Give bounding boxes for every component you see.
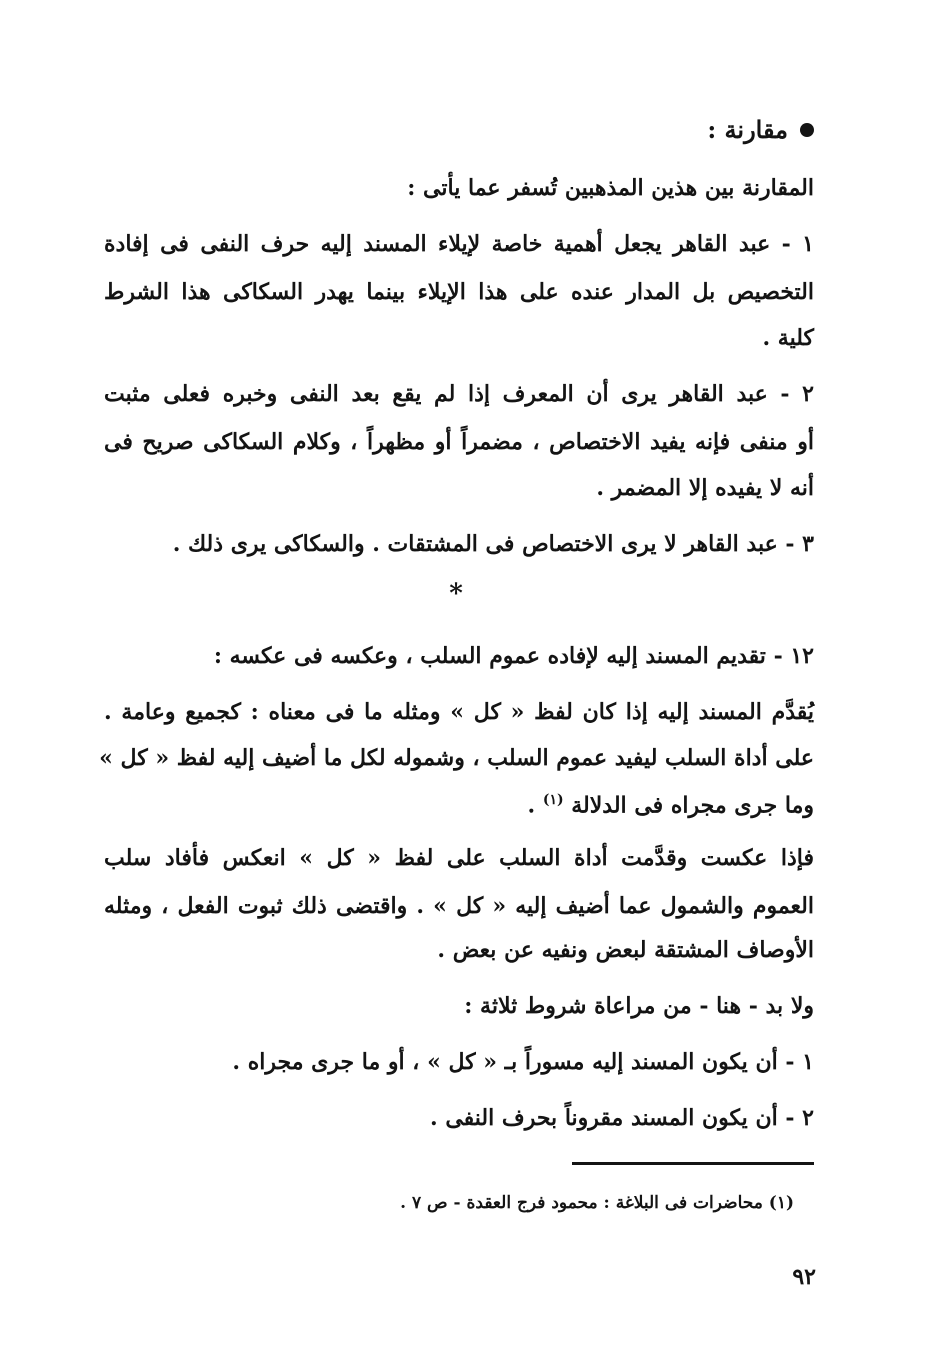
para2-line3: الأوصاف المشتقة لبعض ونفيه عن بعض . <box>437 937 814 963</box>
condition-2: ٢ - أن يكون المسند مقروناً بحرف النفى . <box>430 1105 814 1131</box>
item2-line1: ٢ - عبد القاهر يرى أن المعرف إذا لم يقع بعد النفى وخبره فعلى مثبت <box>104 381 814 407</box>
section-separator: * <box>449 579 463 609</box>
item3-line1: ٣ - عبد القاهر لا يرى الاختصاص فى المشتقات . والسكاكى يرى ذلك . <box>172 531 814 557</box>
heading-text: مقارنة : <box>707 115 788 144</box>
section-12-title: ١٢ - تقديم المسند إليه لإفاده عموم السلب ، وعكسه فى عكسه : <box>213 643 814 669</box>
para2-line2: العموم والشمول عما أضيف إليه « كل » . واقتضى ذلك ثبوت الفعل ، ومثله <box>104 893 814 919</box>
bullet-icon <box>800 123 814 137</box>
condition-1: ١ - أن يكون المسند إليه مسوراً بـ « كل » ، أو ما جرى مجراه . <box>232 1049 814 1075</box>
section-heading <box>707 114 814 146</box>
conditions-intro: ولا بد - هنا - من مراعاة شروط ثلاثة : <box>464 993 814 1019</box>
intro-line: المقارنة بين هذين المذهبين تُسفر عما يأتى : <box>407 175 814 201</box>
item1-line3: كلية . <box>762 325 814 351</box>
item2-line2: أو منفى فإنه يفيد الاختصاص ، مضمراً أو مظهراً ، وكلام السكاكى صريح فى <box>104 429 814 455</box>
footnote-text: (١) محاضرات فى البلاغة : محمود فرج العقدة - ص ٧ . <box>400 1193 794 1213</box>
footnote-marker: (١) <box>542 792 564 808</box>
item1-line2: التخصيص بل المدار عنده على هذا الإيلاء بينما يهدر السكاكى هذا الشرط <box>104 279 814 305</box>
page-number: ٩٢ <box>792 1264 816 1290</box>
para1-line3-text: وما جرى مجراه فى الدلالة <box>571 792 814 819</box>
item2-line3: أنه لا يفيده إلا المضمر . <box>596 475 814 501</box>
para1-line3 <box>527 784 814 821</box>
para1-line2: على أداة السلب ليفيد عموم السلب ، وشموله لكل ما أضيف إليه لفظ « كل » <box>99 745 814 771</box>
para2-line1: فإذا عكست وقدَّمت أداة السلب على لفظ « كل » انعكس فأفاد سلب <box>104 845 814 871</box>
para1-line3-end: . <box>527 792 543 819</box>
para1-line1: يُقدَّم المسند إليه إذا كان لفظ « كل » ومثله ما فى معناه : كجميع وعامة . <box>104 699 814 725</box>
footnote-divider <box>572 1162 814 1165</box>
item1-line1: ١ - عبد القاهر يجعل أهمية خاصة لإيلاء المسند إليه حرف النفى فى إفادة <box>104 231 814 257</box>
